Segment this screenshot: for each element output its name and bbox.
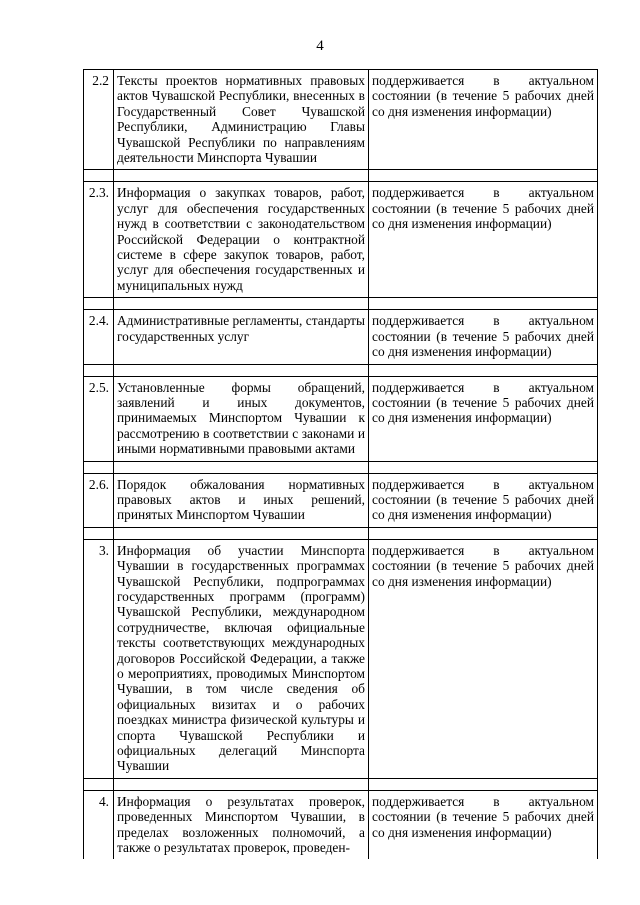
row-spacer <box>84 298 598 310</box>
page-number: 4 <box>316 38 324 54</box>
row-number: 2.2 <box>84 70 114 170</box>
row-update-term: поддерживается в актуальном состоянии (в течение 5 рабочих дней со дня изменения информации) <box>369 182 598 298</box>
table-row <box>84 539 598 778</box>
row-information: Административные регламенты, стандарты государственных услуг <box>114 310 369 364</box>
row-update-term: поддерживается в актуальном состоянии (в течение 5 рабочих дней со дня изменения информации) <box>369 473 598 527</box>
row-information: Информация о результатах проверок, проведенных Минспортом Чувашии, в пределах возложенных полномочий, а также о результатах проверок, проведен- <box>114 790 369 859</box>
row-update-term: поддерживается в актуальном состоянии (в течение 5 рабочих дней со дня изменения информации) <box>369 376 598 461</box>
row-information: Установленные формы обращений, заявлений и иных документов, принимаемых Минспортом Чувашии к рассмотрению в соответствии с законами и иными нормативными правовыми актами <box>114 376 369 461</box>
table-row <box>84 70 598 170</box>
row-number: 2.3. <box>84 182 114 298</box>
row-information: Информация об участии Минспорта Чувашии в государственных программах Чувашской Республики, подпрограммах государственных программ (программ) Чувашской Республики, международном сотрудничестве, включая официальные тексты соответствующих международных договоров Российской Федерации, а также о мероприятиях, проводимых Минспортом Чувашии, в том числе сведения об официальных визитах и о рабочих поездках министра физической культуры и спорта Чувашской Республики и официальных делегаций Минспорта Чувашии <box>114 539 369 778</box>
row-information: Порядок обжалования нормативных правовых актов и иных решений, принятых Минспортом Чувашии <box>114 473 369 527</box>
table-row <box>84 790 598 859</box>
row-number: 2.4. <box>84 310 114 364</box>
row-information: Тексты проектов нормативных правовых актов Чувашской Республики, внесенных в Государственный Совет Чувашской Республики, Администрацию Главы Чувашской Республики по направлениям деятельности Минспорта Чувашии <box>114 70 369 170</box>
row-spacer <box>84 461 598 473</box>
table-row <box>84 473 598 527</box>
table-row <box>84 182 598 298</box>
row-spacer <box>84 527 598 539</box>
row-update-term: поддерживается в актуальном состоянии (в течение 5 рабочих дней со дня изменения информации) <box>369 539 598 778</box>
row-update-term: поддерживается в актуальном состоянии (в течение 5 рабочих дней со дня изменения информации) <box>369 70 598 170</box>
row-information: Информация о закупках товаров, работ, услуг для обеспечения государственных нужд в соответствии с законодательством Российской Федерации о контрактной системе в сфере закупок товаров, работ, услуг для обеспечения государственных и муниципальных нужд <box>114 182 369 298</box>
row-spacer <box>84 778 598 790</box>
row-update-term: поддерживается в актуальном состоянии (в течение 5 рабочих дней со дня изменения информации) <box>369 790 598 859</box>
information-table <box>83 69 598 859</box>
row-number: 4. <box>84 790 114 859</box>
table-row <box>84 376 598 461</box>
row-update-term: поддерживается в актуальном состоянии (в течение 5 рабочих дней со дня изменения информации) <box>369 310 598 364</box>
row-number: 2.6. <box>84 473 114 527</box>
row-number: 3. <box>84 539 114 778</box>
row-spacer <box>84 170 598 182</box>
table-row <box>84 310 598 364</box>
row-number: 2.5. <box>84 376 114 461</box>
row-spacer <box>84 364 598 376</box>
